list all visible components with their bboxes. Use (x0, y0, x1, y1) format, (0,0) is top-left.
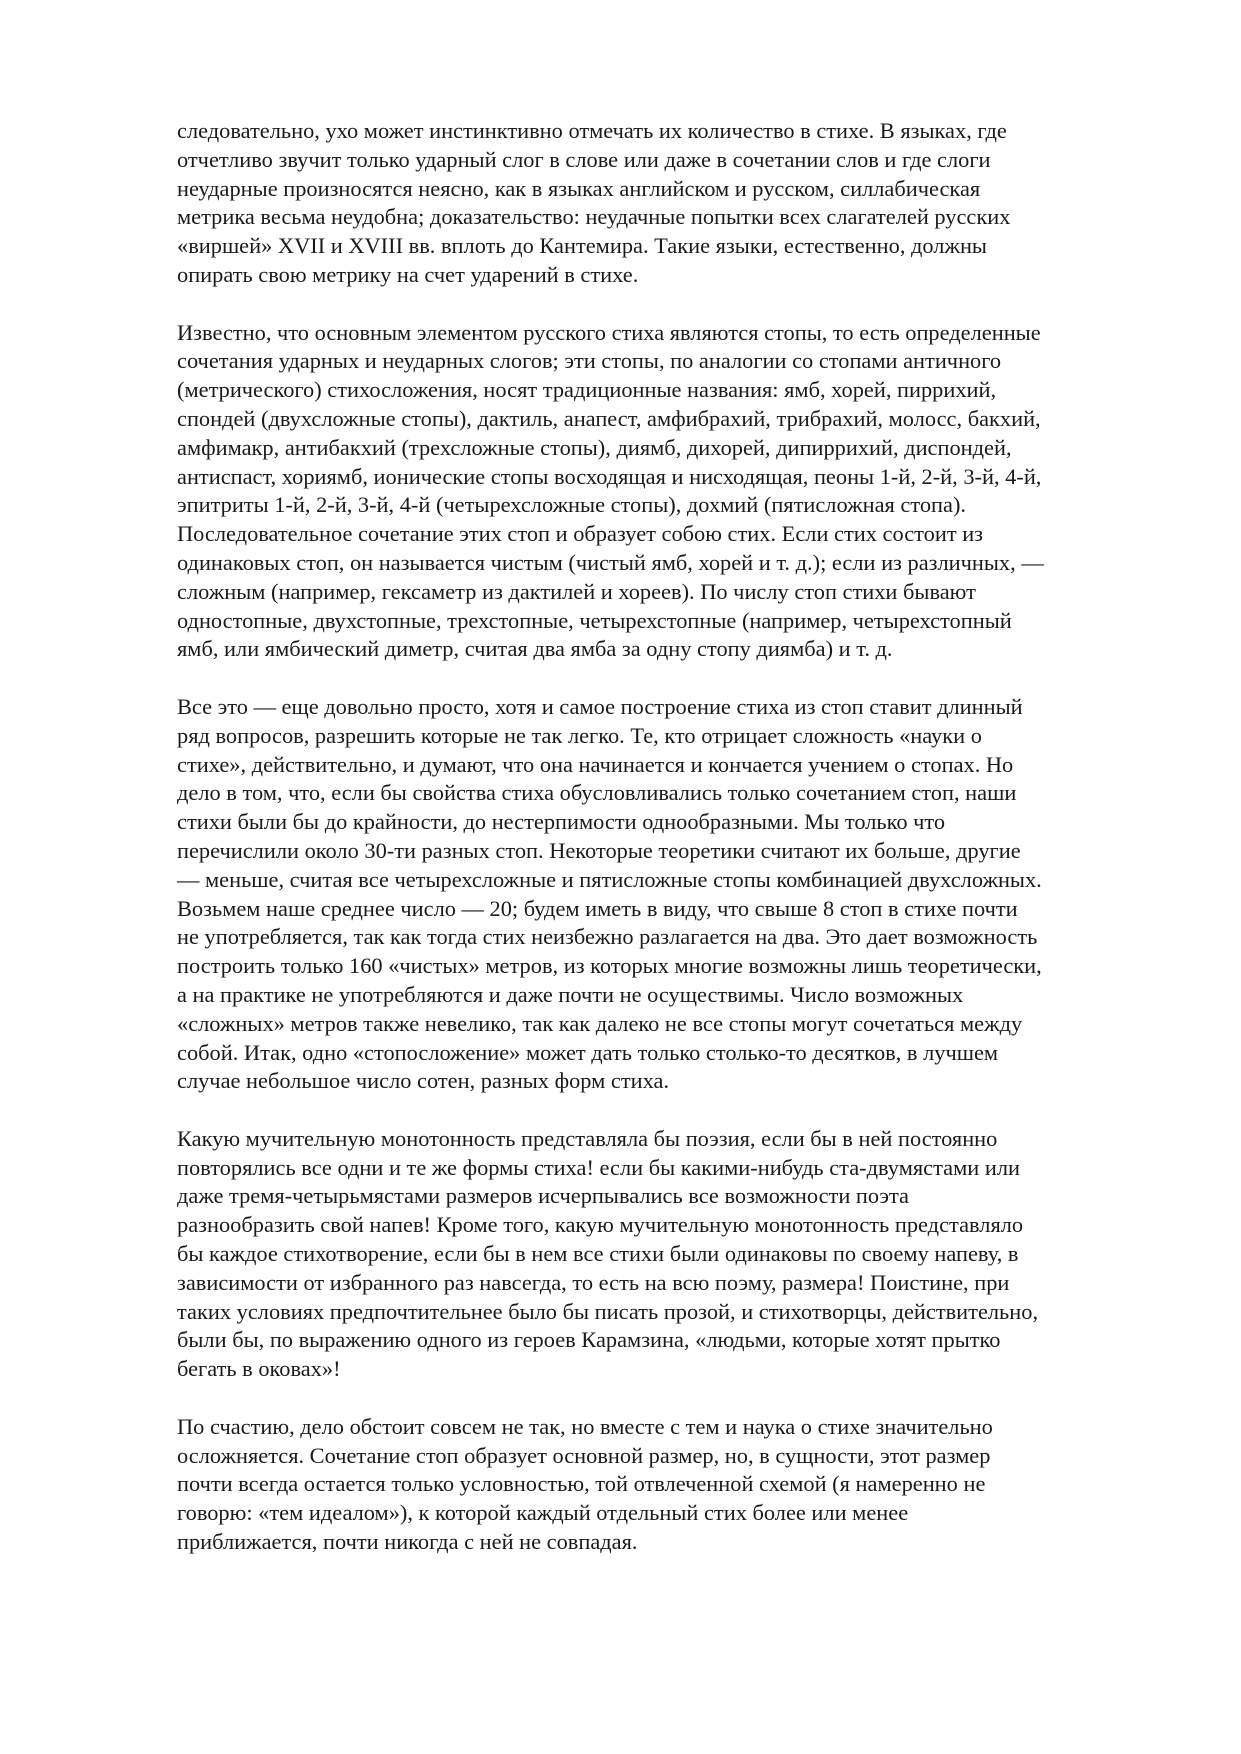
paragraph-2 (177, 319, 1162, 665)
text-line: говорю: «тем идеалом»), к которой каждый отдельный стих более или менее (177, 1500, 909, 1526)
text-line: приближается, почти никогда с ней не совпадая. (177, 1529, 638, 1555)
text-line: «виршей» XVII и XVIII вв. вплоть до Кантемира. Такие языки, естественно, должны (177, 233, 987, 259)
text-line: ямб, или ямбический диметр, считая два ямба за одну стопу диямба) и т. д. (177, 636, 893, 662)
text-line: «сложных» метров также невелико, так как далеко не все стопы могут сочетаться между (177, 1010, 1023, 1036)
text-line: даже тремя-четырьмястами размеров исчерпывались все возможности поэта (177, 1183, 909, 1209)
text-line: не употребляется, так как тогда стих неизбежно разлагается на два. Это дает возможность (177, 924, 1038, 950)
text-line: стихи были бы до крайности, до нестерпимости однообразными. Мы только что (177, 809, 946, 835)
text-line: были бы, по выражению одного из героев Карамзина, «людьми, которые хотят прытко (177, 1327, 1001, 1353)
body-text (177, 117, 1162, 1557)
text-line: одностопные, двухстопные, трехстопные, четырехстопные (например, четырехстопный (177, 607, 1012, 633)
paragraph-4 (177, 1125, 1162, 1384)
text-line: ряд вопросов, разрешить которые не так легко. Те, кто отрицает сложность «науки о (177, 722, 982, 748)
text-line: осложняется. Сочетание стоп образует основной размер, но, в сущности, этот размер (177, 1442, 991, 1468)
text-line: Какую мучительную монотонность представляла бы поэзия, если бы в ней постоянно (177, 1125, 998, 1151)
text-line: бегать в оковах»! (177, 1356, 341, 1382)
text-line: следовательно, ухо может инстинктивно отмечать их количество в стихе. В языках, где (177, 118, 1007, 143)
text-line: таких условиях предпочтительнее было бы писать прозой, и стихотворцы, действительно, (177, 1298, 1039, 1324)
paragraph-3 (177, 693, 1162, 1096)
text-line: а на практике не употребляются и даже почти не осуществимы. Число возможных (177, 981, 964, 1007)
text-line: антиспаст, хориямб, ионические стопы восходящая и нисходящая, пеоны 1-й, 2-й, 3-й, 4-й, (177, 463, 1042, 489)
text-line: Возьмем наше среднее число — 20; будем иметь в виду, что свыше 8 стоп в стихе почти (177, 895, 1018, 921)
text-line: стихе», действительно, и думают, что она начинается и кончается учением о стопах. Но (177, 751, 1014, 777)
text-line: амфимакр, антибакхий (трехсложные стопы), диямб, дихорей, дипиррихий, диспондей, (177, 434, 1012, 460)
text-line: Известно, что основным элементом русского стиха являются стопы, то есть определенные (177, 319, 1041, 345)
text-line: Последовательное сочетание этих стоп и образует собою стих. Если стих состоит из (177, 521, 984, 547)
text-line: опирать свою метрику на счет ударений в стихе. (177, 261, 639, 287)
text-line: (метрического) стихосложения, носят традиционные названия: ямб, хорей, пиррихий, (177, 377, 997, 403)
paragraph-5 (177, 1413, 1162, 1557)
text-line: одинаковых стоп, он называется чистым (чистый ямб, хорей и т. д.); если из различных, — (177, 549, 1044, 575)
text-line: бы каждое стихотворение, если бы в нем все стихи были одинаковы по своему напеву, в (177, 1241, 1019, 1267)
text-line: сочетания ударных и неударных слогов; эти стопы, по аналогии со стопами античного (177, 348, 1002, 374)
text-line: эпитриты 1-й, 2-й, 3-й, 4-й (четырехсложные стопы), дохмий (пятисложная стопа). (177, 492, 967, 518)
text-line: случае небольшое число сотен, разных форм стиха. (177, 1068, 670, 1094)
text-line: По счастию, дело обстоит совсем не так, но вместе с тем и наука о стихе значительно (177, 1413, 993, 1439)
text-line: сложным (например, гексаметр из дактилей и хореев). По числу стоп стихи бывают (177, 578, 976, 604)
text-line: построить только 160 «чистых» метров, из которых многие возможны лишь теоретически, (177, 953, 1042, 979)
text-line: перечислили около 30-ти разных стоп. Некоторые теоретики считают их больше, другие (177, 837, 1021, 863)
text-line: — меньше, считая все четырехсложные и пятисложные стопы комбинацией двухсложных. (177, 866, 1042, 892)
text-line: повторялись все одни и те же формы стиха! если бы какими-нибудь ста-двумястами или (177, 1154, 1020, 1180)
text-line: почти всегда остается только условностью, той отвлеченной схемой (я намеренно не (177, 1471, 986, 1497)
text-line: собой. Итак, одно «стопосложение» может дать только столько-то десятков, в лучшем (177, 1039, 999, 1065)
paragraph-1 (177, 117, 1162, 290)
text-line: отчетливо звучит только ударный слог в слове или даже в сочетании слов и где слоги (177, 146, 991, 172)
text-line: разнообразить свой напев! Кроме того, какую мучительную монотонность представляло (177, 1212, 1024, 1238)
text-line: неударные произносятся неясно, как в языках английском и русском, силлабическая (177, 175, 981, 201)
text-line: метрика весьма неудобна; доказательство: неудачные попытки всех слагателей русских (177, 204, 1011, 230)
text-line: дело в том, что, если бы свойства стиха обусловливались только сочетанием стоп, наши (177, 780, 1017, 806)
text-line: зависимости от избранного раз навсегда, то есть на всю поэму, размера! Поистине, при (177, 1269, 1010, 1295)
text-line: спондей (двухсложные стопы), дактиль, анапест, амфибрахий, трибрахий, молосс, бакхий, (177, 405, 1041, 431)
text-line: Все это — еще довольно просто, хотя и самое построение стиха из стоп ставит длинный (177, 693, 1023, 719)
